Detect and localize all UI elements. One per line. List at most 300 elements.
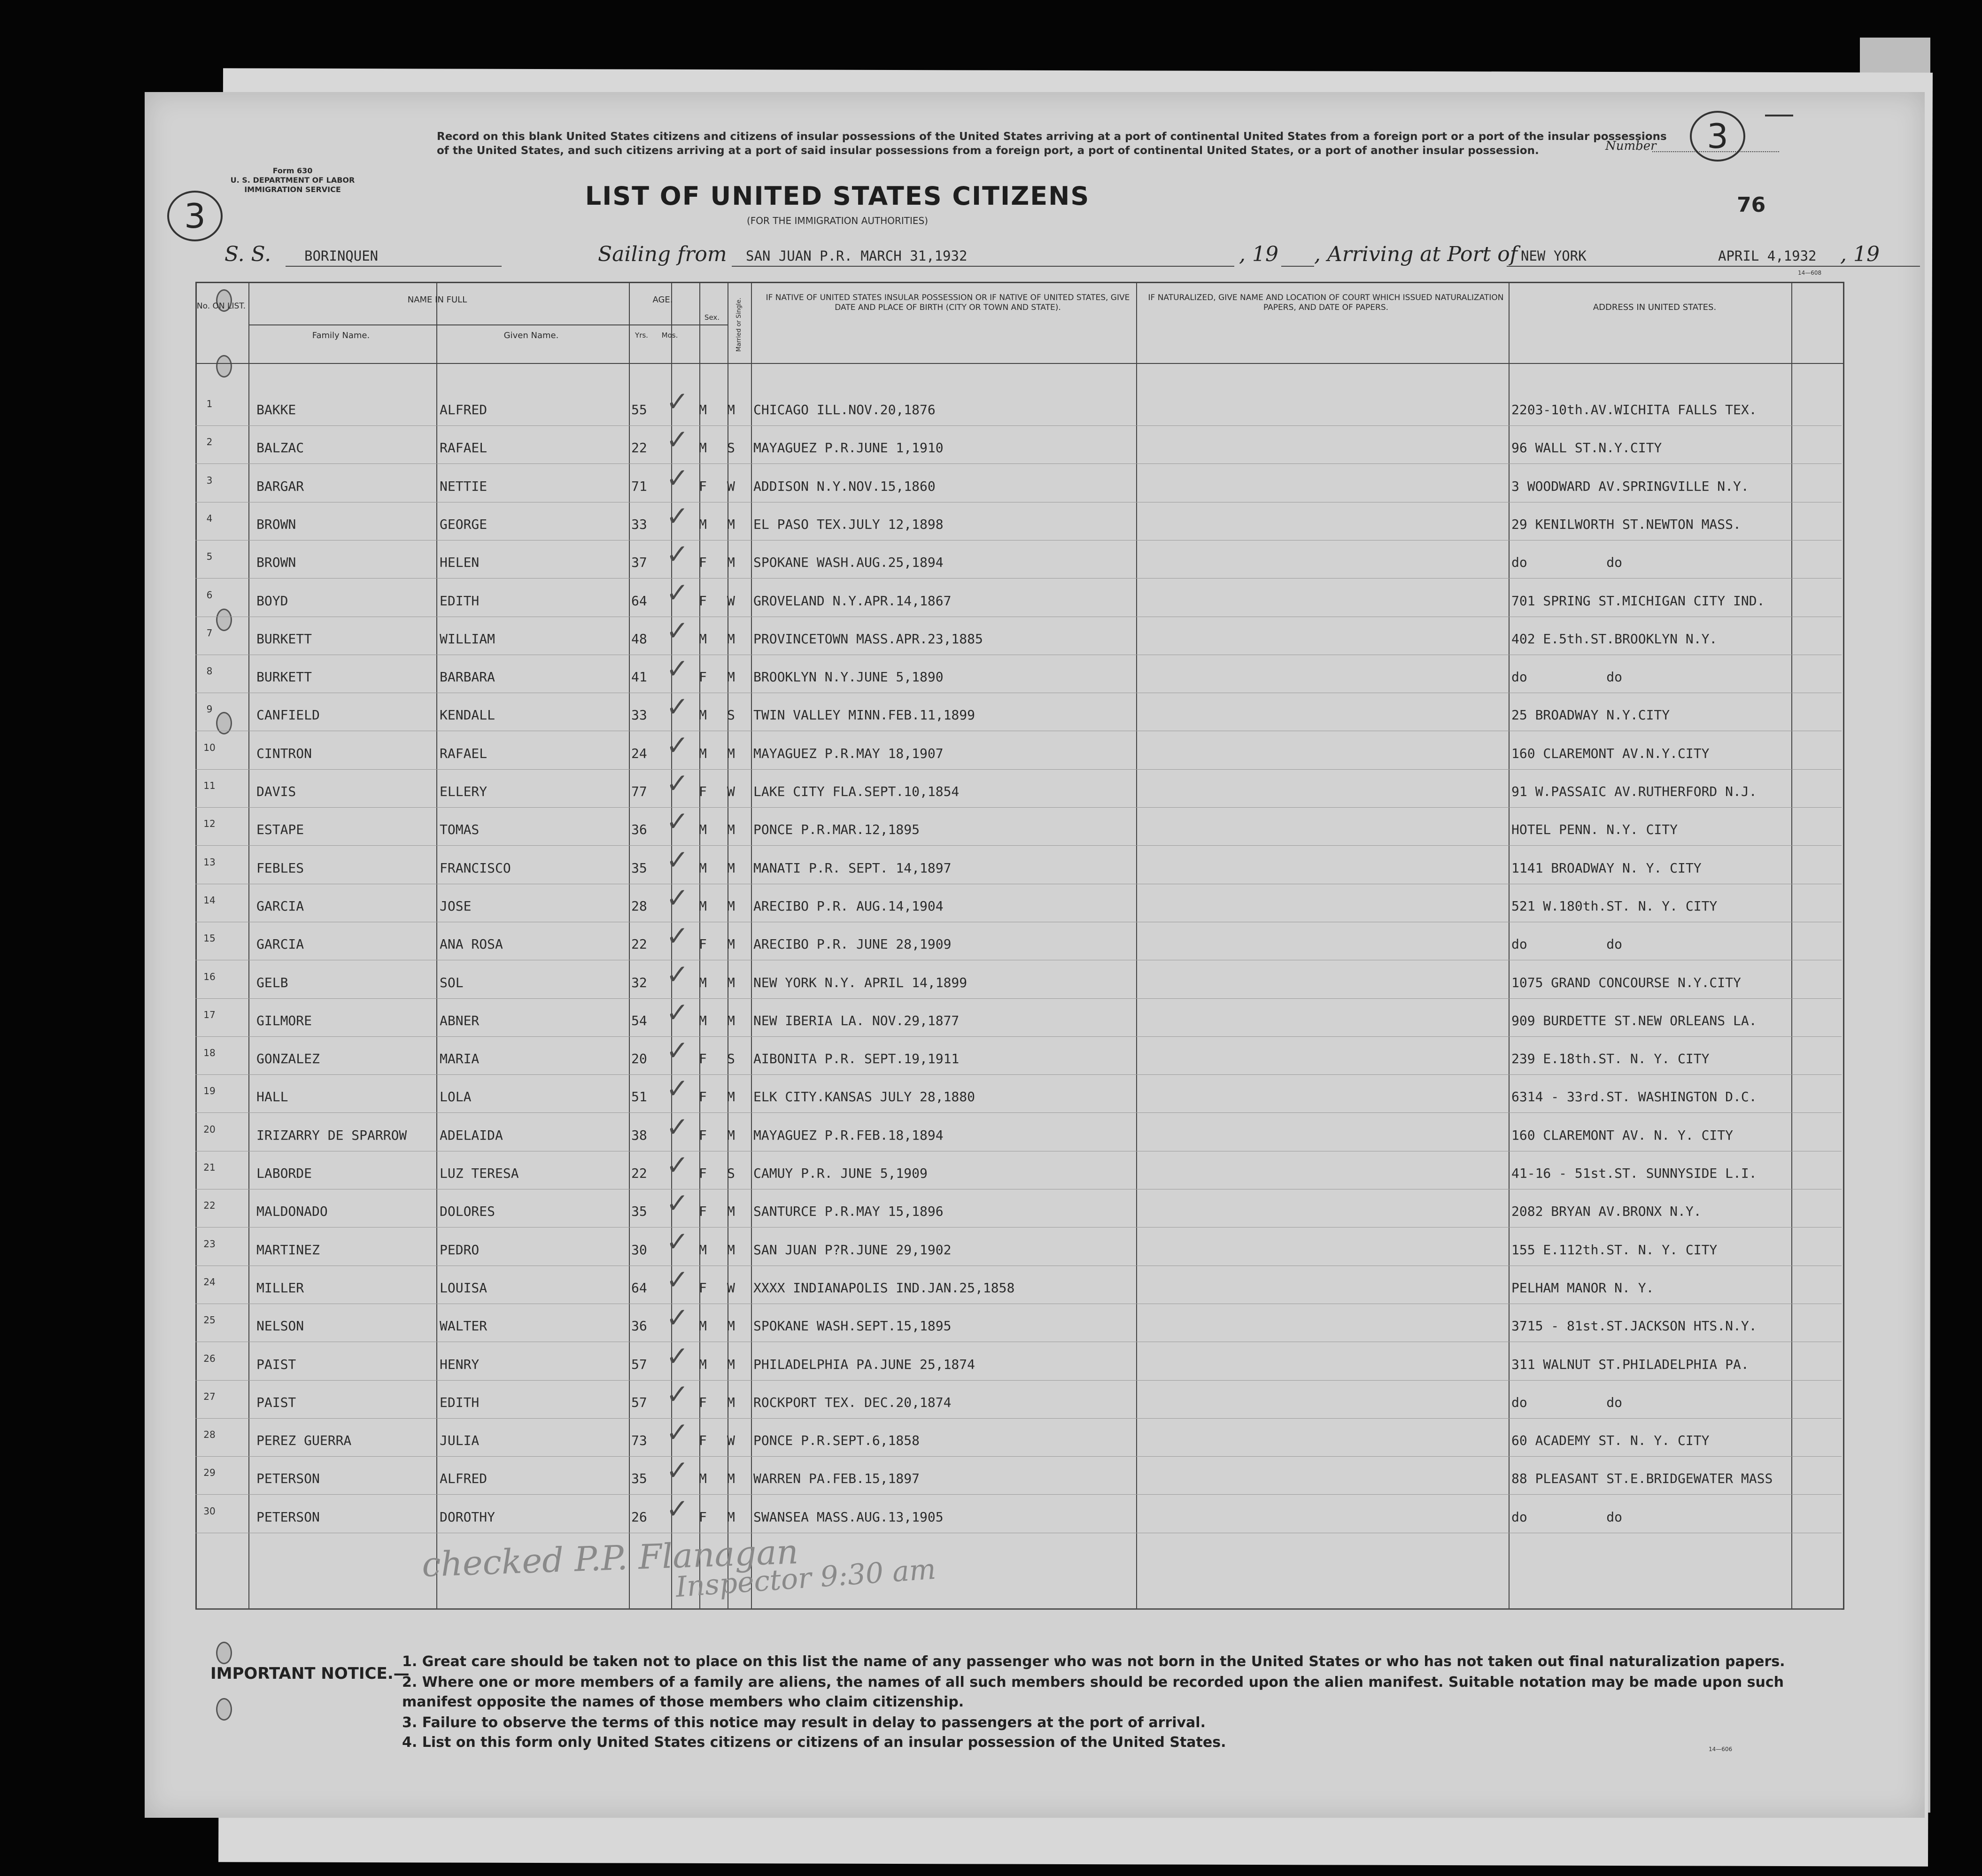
family-name: BAKKE bbox=[256, 402, 296, 417]
family-name: HALL bbox=[256, 1089, 288, 1105]
sailing-from-value: SAN JUAN P.R. MARCH 31,1932 bbox=[746, 248, 968, 264]
inspection-checkmark: ✓ bbox=[666, 1378, 689, 1410]
inspection-checkmark: ✓ bbox=[666, 1416, 689, 1449]
birth-place-date: XXXX INDIANAPOLIS IND.JAN.25,1858 bbox=[753, 1280, 1015, 1296]
birth-place-date: MANATI P.R. SEPT. 14,1897 bbox=[753, 860, 952, 876]
sex: M bbox=[699, 402, 707, 417]
row-number: 21 bbox=[203, 1162, 216, 1173]
family-name: CANFIELD bbox=[256, 707, 320, 723]
header-naturalized: IF NATURALIZED, GIVE NAME AND LOCATION OF COURT WHICH ISSUED NATURALIZATION PAPERS, AND DATE OF PAPERS. bbox=[1148, 293, 1504, 312]
marital-status: S bbox=[727, 707, 735, 723]
birth-place-date: ADDISON N.Y.NOV.15,1860 bbox=[753, 478, 936, 494]
given-name: FRANCISCO bbox=[440, 860, 511, 876]
birth-place-date: MAYAGUEZ P.R.MAY 18,1907 bbox=[753, 745, 944, 761]
family-name: MILLER bbox=[256, 1280, 304, 1296]
marital-status: M bbox=[727, 974, 735, 990]
age-years: 33 bbox=[631, 516, 647, 532]
us-address: 2203-10th.AV.WICHITA FALLS TEX. bbox=[1511, 402, 1757, 417]
family-name: PETERSON bbox=[256, 1509, 320, 1525]
row-rule bbox=[195, 845, 1842, 846]
us-address: do do bbox=[1511, 555, 1623, 571]
family-name: IRIZARRY DE SPARROW bbox=[256, 1127, 407, 1143]
sex: F bbox=[699, 1204, 707, 1220]
service-name: IMMIGRATION SERVICE bbox=[244, 185, 341, 194]
marital-status: M bbox=[727, 555, 735, 571]
sex: F bbox=[699, 1394, 707, 1410]
given-name: SOL bbox=[440, 974, 464, 990]
inspection-checkmark: ✓ bbox=[666, 881, 689, 914]
age-years: 35 bbox=[631, 860, 647, 876]
given-name: ALFRED bbox=[440, 1471, 488, 1487]
header-sex: Sex. bbox=[704, 313, 720, 322]
ss-label: S. S. bbox=[225, 242, 271, 266]
notice-heading: IMPORTANT NOTICE.— bbox=[210, 1664, 410, 1683]
family-name: FEBLES bbox=[256, 860, 304, 876]
inspection-checkmark: ✓ bbox=[666, 805, 689, 838]
arrival-date: APRIL 4,1932 bbox=[1718, 248, 1817, 264]
family-name: MARTINEZ bbox=[256, 1242, 320, 1258]
us-address: do do bbox=[1511, 1394, 1623, 1410]
given-name: NETTIE bbox=[440, 478, 488, 494]
inspection-checkmark: ✓ bbox=[666, 1149, 689, 1181]
birth-place-date: ARECIBO P.R. JUNE 28,1909 bbox=[753, 936, 952, 952]
us-address: 29 KENILWORTH ST.NEWTON MASS. bbox=[1511, 516, 1741, 532]
given-name: ELLERY bbox=[440, 784, 488, 799]
marital-status: M bbox=[727, 1089, 735, 1105]
age-years: 28 bbox=[631, 898, 647, 914]
us-address: 155 E.112th.ST. N. Y. CITY bbox=[1511, 1242, 1718, 1258]
given-name: RAFAEL bbox=[440, 745, 488, 761]
form-number: Form 630 bbox=[272, 166, 313, 175]
family-name: PEREZ GUERRA bbox=[256, 1433, 352, 1449]
given-name: TOMAS bbox=[440, 822, 480, 838]
year-label-2: , 19 bbox=[1840, 242, 1880, 266]
age-years: 35 bbox=[631, 1471, 647, 1487]
row-number: 19 bbox=[203, 1085, 216, 1097]
marital-status: M bbox=[727, 631, 735, 647]
row-number: 23 bbox=[203, 1238, 216, 1250]
birth-place-date: AIBONITA P.R. SEPT.19,1911 bbox=[753, 1051, 960, 1067]
row-rule bbox=[195, 1036, 1842, 1037]
age-years: 32 bbox=[631, 974, 647, 990]
pen-mark bbox=[1765, 115, 1793, 116]
age-years: 37 bbox=[631, 555, 647, 571]
binder-hole bbox=[216, 1642, 232, 1664]
birth-place-date: WARREN PA.FEB.15,1897 bbox=[753, 1471, 920, 1487]
us-address: 2082 BRYAN AV.BRONX N.Y. bbox=[1511, 1204, 1702, 1220]
row-rule bbox=[195, 1418, 1842, 1419]
us-address: 3 WOODWARD AV.SPRINGVILLE N.Y. bbox=[1511, 478, 1749, 494]
sex: M bbox=[699, 631, 707, 647]
row-number: 14 bbox=[203, 894, 216, 906]
birth-place-date: MAYAGUEZ P.R.FEB.18,1894 bbox=[753, 1127, 944, 1143]
arriving-label: , Arriving at Port of bbox=[1314, 242, 1517, 266]
us-address: 96 WALL ST.N.Y.CITY bbox=[1511, 440, 1662, 456]
sex: M bbox=[699, 707, 707, 723]
us-address: 1075 GRAND CONCOURSE N.Y.CITY bbox=[1511, 974, 1741, 990]
age-years: 54 bbox=[631, 1012, 647, 1028]
sex: F bbox=[699, 1051, 707, 1067]
marital-status: M bbox=[727, 516, 735, 532]
inspection-checkmark: ✓ bbox=[666, 424, 689, 456]
us-address: 91 W.PASSAIC AV.RUTHERFORD N.J. bbox=[1511, 784, 1757, 799]
sailing-underline bbox=[732, 266, 1234, 267]
family-name: GELB bbox=[256, 974, 288, 990]
row-number: 7 bbox=[206, 627, 213, 639]
marital-status: M bbox=[727, 669, 735, 685]
birth-place-date: ELK CITY.KANSAS JULY 28,1880 bbox=[753, 1089, 976, 1105]
row-rule bbox=[195, 807, 1842, 808]
row-number: 15 bbox=[203, 933, 216, 944]
age-years: 57 bbox=[631, 1394, 647, 1410]
given-name: EDITH bbox=[440, 1394, 480, 1410]
us-address: do do bbox=[1511, 936, 1623, 952]
family-name: ESTAPE bbox=[256, 822, 304, 838]
marital-status: M bbox=[727, 898, 735, 914]
sex: M bbox=[699, 516, 707, 532]
age-years: 41 bbox=[631, 669, 647, 685]
birth-place-date: SPOKANE WASH.AUG.25,1894 bbox=[753, 555, 944, 571]
inspection-checkmark: ✓ bbox=[666, 1263, 689, 1296]
age-years: 36 bbox=[631, 1318, 647, 1334]
inspection-checkmark: ✓ bbox=[666, 614, 689, 647]
age-years: 38 bbox=[631, 1127, 647, 1143]
ship-name: BORINQUEN bbox=[304, 248, 379, 264]
row-rule bbox=[195, 1494, 1842, 1495]
circled-number: 3 bbox=[1690, 111, 1745, 162]
given-name: EDITH bbox=[440, 593, 480, 609]
marital-status: M bbox=[727, 1242, 735, 1258]
row-number: 8 bbox=[206, 665, 213, 677]
given-name: WALTER bbox=[440, 1318, 488, 1334]
age-years: 48 bbox=[631, 631, 647, 647]
notice-item-3: 3. Failure to observe the terms of this notice may result in delay to passengers at the port of arrival. bbox=[402, 1714, 1206, 1731]
row-number: 26 bbox=[203, 1352, 216, 1364]
marital-status: S bbox=[727, 1051, 735, 1067]
us-address: 311 WALNUT ST.PHILADELPHIA PA. bbox=[1511, 1356, 1749, 1372]
marital-status: M bbox=[727, 936, 735, 952]
birth-place-date: PONCE P.R.SEPT.6,1858 bbox=[753, 1433, 920, 1449]
year-label-1: , 19 bbox=[1239, 242, 1278, 266]
inspection-checkmark: ✓ bbox=[666, 729, 689, 761]
family-name: GARCIA bbox=[256, 898, 304, 914]
us-address: 3715 - 81st.ST.JACKSON HTS.N.Y. bbox=[1511, 1318, 1757, 1334]
age-years: 64 bbox=[631, 593, 647, 609]
birth-place-date: ROCKPORT TEX. DEC.20,1874 bbox=[753, 1394, 952, 1410]
family-name: GARCIA bbox=[256, 936, 304, 952]
row-number: 13 bbox=[203, 856, 216, 868]
circled-list-number: 3 bbox=[167, 191, 223, 241]
notice-item-1: 1. Great care should be taken not to place on this list the name of any passenger who was not born in the United States or who has not taken out final naturalization papers. bbox=[402, 1653, 1785, 1670]
inspection-checkmark: ✓ bbox=[666, 386, 689, 417]
given-name: HELEN bbox=[440, 555, 480, 571]
birth-place-date: SWANSEA MASS.AUG.13,1905 bbox=[753, 1509, 944, 1525]
birth-place-date: TWIN VALLEY MINN.FEB.11,1899 bbox=[753, 707, 976, 723]
age-years: 22 bbox=[631, 440, 647, 456]
birth-place-date: SAN JUAN P?R.JUNE 29,1902 bbox=[753, 1242, 952, 1258]
header-age: AGE. bbox=[652, 295, 673, 305]
birth-place-date: CHICAGO ILL.NOV.20,1876 bbox=[753, 402, 936, 417]
row-number: 30 bbox=[203, 1505, 216, 1517]
marital-status: M bbox=[727, 745, 735, 761]
inspection-checkmark: ✓ bbox=[666, 1340, 689, 1372]
page-title: LIST OF UNITED STATES CITIZENS bbox=[585, 181, 1090, 211]
sex: F bbox=[699, 784, 707, 799]
family-name: LABORDE bbox=[256, 1166, 312, 1181]
row-rule bbox=[195, 998, 1842, 999]
form-identifier bbox=[215, 166, 370, 194]
birth-place-date: GROVELAND N.Y.APR.14,1867 bbox=[753, 593, 952, 609]
us-address: 160 CLAREMONT AV.N.Y.CITY bbox=[1511, 745, 1710, 761]
header-mos: Mos. bbox=[661, 331, 678, 340]
row-rule bbox=[195, 578, 1842, 579]
row-number: 16 bbox=[203, 971, 216, 982]
inspection-checkmark: ✓ bbox=[666, 843, 689, 876]
row-number: 25 bbox=[203, 1314, 216, 1326]
family-name: PAIST bbox=[256, 1356, 296, 1372]
family-name: PAIST bbox=[256, 1394, 296, 1410]
inspection-checkmark: ✓ bbox=[666, 576, 689, 609]
marital-status: M bbox=[727, 822, 735, 838]
family-name: BARGAR bbox=[256, 478, 304, 494]
age-years: 22 bbox=[631, 1166, 647, 1181]
age-years: 55 bbox=[631, 402, 647, 417]
inspection-checkmark: ✓ bbox=[666, 653, 689, 685]
sex: F bbox=[699, 936, 707, 952]
us-address: PELHAM MANOR N. Y. bbox=[1511, 1280, 1654, 1296]
row-number: 17 bbox=[203, 1009, 216, 1020]
row-rule bbox=[195, 1227, 1842, 1228]
row-number: 28 bbox=[203, 1429, 216, 1441]
marital-status: M bbox=[727, 860, 735, 876]
sex: M bbox=[699, 1012, 707, 1028]
age-years: 33 bbox=[631, 707, 647, 723]
manifest-sheet bbox=[145, 92, 1925, 1818]
us-address: 41-16 - 51st.ST. SUNNYSIDE L.I. bbox=[1511, 1166, 1757, 1181]
handwritten-inspector-note: checked P.P. Flanagan bbox=[421, 1532, 799, 1584]
sex: F bbox=[699, 1089, 707, 1105]
given-name: ALFRED bbox=[440, 402, 488, 417]
given-name: HENRY bbox=[440, 1356, 480, 1372]
inspection-checkmark: ✓ bbox=[666, 958, 689, 990]
family-name: BURKETT bbox=[256, 669, 312, 685]
form-instructions: Record on this blank United States citizens and citizens of insular possessions of the United States arriving at a port of continental United States from a foreign port or a port of the insular possessions of the United States, and such citizens arriving at a port of said insular possessions from a foreign port, a port of continental United States, or a port of another insular possession. bbox=[437, 131, 1667, 157]
department-name: U. S. DEPARTMENT OF LABOR bbox=[230, 176, 355, 185]
sex: M bbox=[699, 1318, 707, 1334]
given-name: GEORGE bbox=[440, 516, 488, 532]
marital-status: S bbox=[727, 1166, 735, 1181]
us-address: 25 BROADWAY N.Y.CITY bbox=[1511, 707, 1670, 723]
sex: F bbox=[699, 593, 707, 609]
notice-item-2: 2. Where one or more members of a family are aliens, the names of all such members should be recorded upon the alien manifest. Suitable notation may be made upon such manifest opposite the names of those members who claim citizenship. bbox=[402, 1674, 1784, 1710]
marital-status: M bbox=[727, 1204, 735, 1220]
birth-place-date: EL PASO TEX.JULY 12,1898 bbox=[753, 516, 944, 532]
page-subtitle: (FOR THE IMMIGRATION AUTHORITIES) bbox=[746, 215, 929, 226]
age-years: 57 bbox=[631, 1356, 647, 1372]
birth-place-date: BROOKLYN N.Y.JUNE 5,1890 bbox=[753, 669, 944, 685]
given-name: ANA ROSA bbox=[440, 936, 503, 952]
us-address: 6314 - 33rd.ST. WASHINGTON D.C. bbox=[1511, 1089, 1757, 1105]
us-address: do do bbox=[1511, 1509, 1623, 1525]
family-name: CINTRON bbox=[256, 745, 312, 761]
inspection-checkmark: ✓ bbox=[666, 1454, 689, 1487]
arriving-port: NEW YORK bbox=[1521, 248, 1587, 264]
sex: M bbox=[699, 898, 707, 914]
age-years: 73 bbox=[631, 1433, 647, 1449]
row-rule bbox=[195, 769, 1842, 770]
age-years: 36 bbox=[631, 822, 647, 838]
row-number: 11 bbox=[203, 780, 216, 791]
inspection-checkmark: ✓ bbox=[666, 996, 689, 1028]
birth-place-date: SPOKANE WASH.SEPT.15,1895 bbox=[753, 1318, 952, 1334]
sex: M bbox=[699, 1356, 707, 1372]
age-years: 22 bbox=[631, 936, 647, 952]
marital-status: M bbox=[727, 1356, 735, 1372]
marital-status: W bbox=[727, 784, 735, 799]
family-name: MALDONADO bbox=[256, 1204, 328, 1220]
row-number: 24 bbox=[203, 1276, 216, 1288]
inspection-checkmark: ✓ bbox=[666, 1111, 689, 1143]
header-name-in-full: NAME IN FULL bbox=[407, 295, 467, 305]
given-name: RAFAEL bbox=[440, 440, 488, 456]
marital-status: W bbox=[727, 1433, 735, 1449]
birth-place-date: NEW YORK N.Y. APRIL 14,1899 bbox=[753, 974, 968, 990]
us-address: 909 BURDETTE ST.NEW ORLEANS LA. bbox=[1511, 1012, 1757, 1028]
given-name: KENDALL bbox=[440, 707, 496, 723]
handwritten-inspector-time: Inspector 9:30 am bbox=[674, 1552, 937, 1604]
birth-place-date: PHILADELPHIA PA.JUNE 25,1874 bbox=[753, 1356, 976, 1372]
us-address: HOTEL PENN. N.Y. CITY bbox=[1511, 822, 1678, 838]
inspection-checkmark: ✓ bbox=[666, 462, 689, 494]
notice-code: 14—606 bbox=[1709, 1746, 1733, 1752]
sex: F bbox=[699, 1509, 707, 1525]
given-name: BARBARA bbox=[440, 669, 496, 685]
birth-place-date: MAYAGUEZ P.R.JUNE 1,1910 bbox=[753, 440, 944, 456]
row-number: 3 bbox=[206, 474, 213, 486]
age-years: 20 bbox=[631, 1051, 647, 1067]
age-years: 24 bbox=[631, 745, 647, 761]
inspection-checkmark: ✓ bbox=[666, 1302, 689, 1334]
us-address: 1141 BROADWAY N. Y. CITY bbox=[1511, 860, 1702, 876]
family-name: PETERSON bbox=[256, 1471, 320, 1487]
inspection-checkmark: ✓ bbox=[666, 1035, 689, 1067]
header-no-on-list: No. ON LIST. bbox=[196, 301, 246, 311]
inspection-checkmark: ✓ bbox=[666, 538, 689, 571]
age-years: 71 bbox=[631, 478, 647, 494]
arrival-underline bbox=[1507, 266, 1882, 267]
marital-status: M bbox=[727, 402, 735, 417]
sex: F bbox=[699, 669, 707, 685]
row-number: 2 bbox=[206, 436, 213, 448]
us-address: 701 SPRING ST.MICHIGAN CITY IND. bbox=[1511, 593, 1765, 609]
birth-place-date: SANTURCE P.R.MAY 15,1896 bbox=[753, 1204, 944, 1220]
family-name: BROWN bbox=[256, 555, 296, 571]
header-yrs: Yrs. bbox=[635, 331, 648, 340]
us-address: 402 E.5th.ST.BROOKLYN N.Y. bbox=[1511, 631, 1718, 647]
marital-status: M bbox=[727, 1318, 735, 1334]
printer-code: 14—608 bbox=[1798, 270, 1822, 276]
sailing-from-label: Sailing from bbox=[598, 242, 727, 266]
us-address: 160 CLAREMONT AV. N. Y. CITY bbox=[1511, 1127, 1734, 1143]
row-number: 9 bbox=[206, 703, 213, 715]
row-number: 5 bbox=[206, 551, 213, 563]
family-name: NELSON bbox=[256, 1318, 304, 1334]
age-years: 77 bbox=[631, 784, 647, 799]
family-name: BROWN bbox=[256, 516, 296, 532]
family-name: GILMORE bbox=[256, 1012, 312, 1028]
number-label: Number bbox=[1605, 139, 1657, 153]
age-years: 26 bbox=[631, 1509, 647, 1525]
birth-place-date: PONCE P.R.MAR.12,1895 bbox=[753, 822, 920, 838]
family-name: BOYD bbox=[256, 593, 288, 609]
sex: F bbox=[699, 1280, 707, 1296]
family-name: DAVIS bbox=[256, 784, 296, 799]
sex: F bbox=[699, 1127, 707, 1143]
header-given-name: Given Name. bbox=[503, 331, 559, 340]
year-underline-2 bbox=[1882, 266, 1920, 267]
given-name: DOROTHY bbox=[440, 1509, 496, 1525]
marital-status: M bbox=[727, 1471, 735, 1487]
sex: M bbox=[699, 974, 707, 990]
row-rule bbox=[195, 425, 1842, 426]
marital-status: M bbox=[727, 1509, 735, 1525]
row-number: 22 bbox=[203, 1200, 216, 1212]
given-name: LOLA bbox=[440, 1089, 472, 1105]
sex: M bbox=[699, 1471, 707, 1487]
inspection-checkmark: ✓ bbox=[666, 1225, 689, 1258]
sex: M bbox=[699, 822, 707, 838]
inspection-checkmark: ✓ bbox=[666, 691, 689, 723]
row-number: 18 bbox=[203, 1047, 216, 1059]
sex: M bbox=[699, 1242, 707, 1258]
birth-place-date: LAKE CITY FLA.SEPT.10,1854 bbox=[753, 784, 960, 799]
sex: F bbox=[699, 1166, 707, 1181]
family-name: BALZAC bbox=[256, 440, 304, 456]
given-name: MARIA bbox=[440, 1051, 480, 1067]
family-name: BURKETT bbox=[256, 631, 312, 647]
marital-status: W bbox=[727, 1280, 735, 1296]
sex: M bbox=[699, 440, 707, 456]
given-name: JULIA bbox=[440, 1433, 480, 1449]
ship-underline bbox=[286, 266, 502, 267]
age-years: 30 bbox=[631, 1242, 647, 1258]
row-number: 12 bbox=[203, 818, 216, 830]
age-years: 35 bbox=[631, 1204, 647, 1220]
row-rule bbox=[195, 1112, 1842, 1113]
family-name: GONZALEZ bbox=[256, 1051, 320, 1067]
given-name: ABNER bbox=[440, 1012, 480, 1028]
birth-place-date: PROVINCETOWN MASS.APR.23,1885 bbox=[753, 631, 983, 647]
given-name: PEDRO bbox=[440, 1242, 480, 1258]
row-rule bbox=[195, 1380, 1842, 1381]
sex: F bbox=[699, 555, 707, 571]
given-name: ADELAIDA bbox=[440, 1127, 503, 1143]
row-rule bbox=[195, 1074, 1842, 1075]
us-address: 521 W.180th.ST. N. Y. CITY bbox=[1511, 898, 1718, 914]
marital-status: M bbox=[727, 1012, 735, 1028]
marital-status: M bbox=[727, 1127, 735, 1143]
marital-status: S bbox=[727, 440, 735, 456]
header-married-single: Married or Single. bbox=[736, 297, 743, 352]
row-number: 29 bbox=[203, 1467, 216, 1479]
given-name: WILLIAM bbox=[440, 631, 496, 647]
sex: M bbox=[699, 745, 707, 761]
sex: M bbox=[699, 860, 707, 876]
given-name: LOUISA bbox=[440, 1280, 488, 1296]
given-name: DOLORES bbox=[440, 1204, 496, 1220]
age-years: 64 bbox=[631, 1280, 647, 1296]
row-number: 1 bbox=[206, 398, 213, 409]
